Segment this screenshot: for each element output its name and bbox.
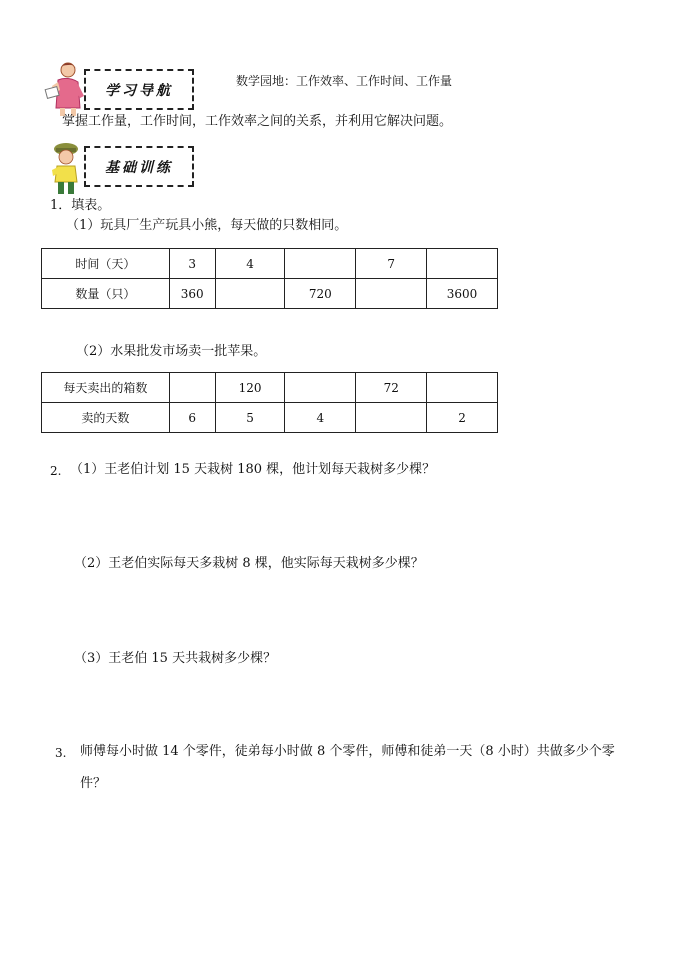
table-cell [356, 279, 427, 309]
table-cell [356, 403, 427, 433]
table-cell: 72 [356, 373, 427, 403]
table-cell: 2 [427, 403, 498, 433]
table-cell: 720 [285, 279, 356, 309]
study-guide-label: 学习导航 [84, 69, 194, 110]
table-cell: 7 [356, 249, 427, 279]
table-cell [427, 373, 498, 403]
table-cell: 4 [285, 403, 356, 433]
q1-table-2 [41, 372, 498, 433]
teacher-figure-icon [44, 60, 88, 118]
table-cell: 每天卖出的箱数 [42, 373, 170, 403]
q2-part1: （1）王老伯计划 15 天栽树 180 棵，他计划每天栽树多少棵？ [70, 462, 436, 477]
table-cell [285, 373, 356, 403]
q3-line1: 师傅每小时做 14 个零件，徒弟每小时做 8 个零件，师傅和徒弟一天（8 小时）共做多少个零 [80, 744, 615, 759]
table-row [42, 279, 498, 309]
table-cell: 6 [169, 403, 215, 433]
q3-line2: 件？ [80, 776, 107, 791]
table-cell: 5 [215, 403, 285, 433]
q1-part1-prompt: （1）玩具厂生产玩具小熊，每天做的只数相同。 [66, 218, 348, 233]
q1-table-1 [41, 248, 498, 309]
table-cell [215, 279, 285, 309]
table-cell [169, 373, 215, 403]
q2-number: 2. [50, 464, 62, 478]
table-cell [285, 249, 356, 279]
table-cell: 360 [169, 279, 215, 309]
q1-part2-prompt: （2）水果批发市场卖一批苹果。 [76, 344, 267, 359]
table-row [42, 373, 498, 403]
q2-part3: （3）王老伯 15 天共栽树多少棵？ [74, 651, 277, 666]
table-cell [427, 249, 498, 279]
topic-title: 数学园地：工作效率、工作时间、工作量 [236, 74, 453, 88]
table-row [42, 403, 498, 433]
table-cell: 数量（只） [42, 279, 170, 309]
q1-title: 1．填表。 [50, 198, 111, 213]
basic-training-label: 基础训练 [84, 146, 194, 187]
table-cell: 120 [215, 373, 285, 403]
table-cell: 时间（天） [42, 249, 170, 279]
table-cell: 卖的天数 [42, 403, 170, 433]
table-row [42, 249, 498, 279]
learning-objective: 掌握工作量，工作时间，工作效率之间的关系，并利用它解决问题。 [62, 114, 453, 129]
q2-part2: （2）王老伯实际每天多栽树 8 棵，他实际每天栽树多少棵？ [74, 556, 424, 571]
table-cell: 3600 [427, 279, 498, 309]
table-cell: 4 [215, 249, 285, 279]
student-figure-icon [48, 140, 84, 196]
table-cell: 3 [169, 249, 215, 279]
q3-number: 3. [55, 746, 67, 760]
